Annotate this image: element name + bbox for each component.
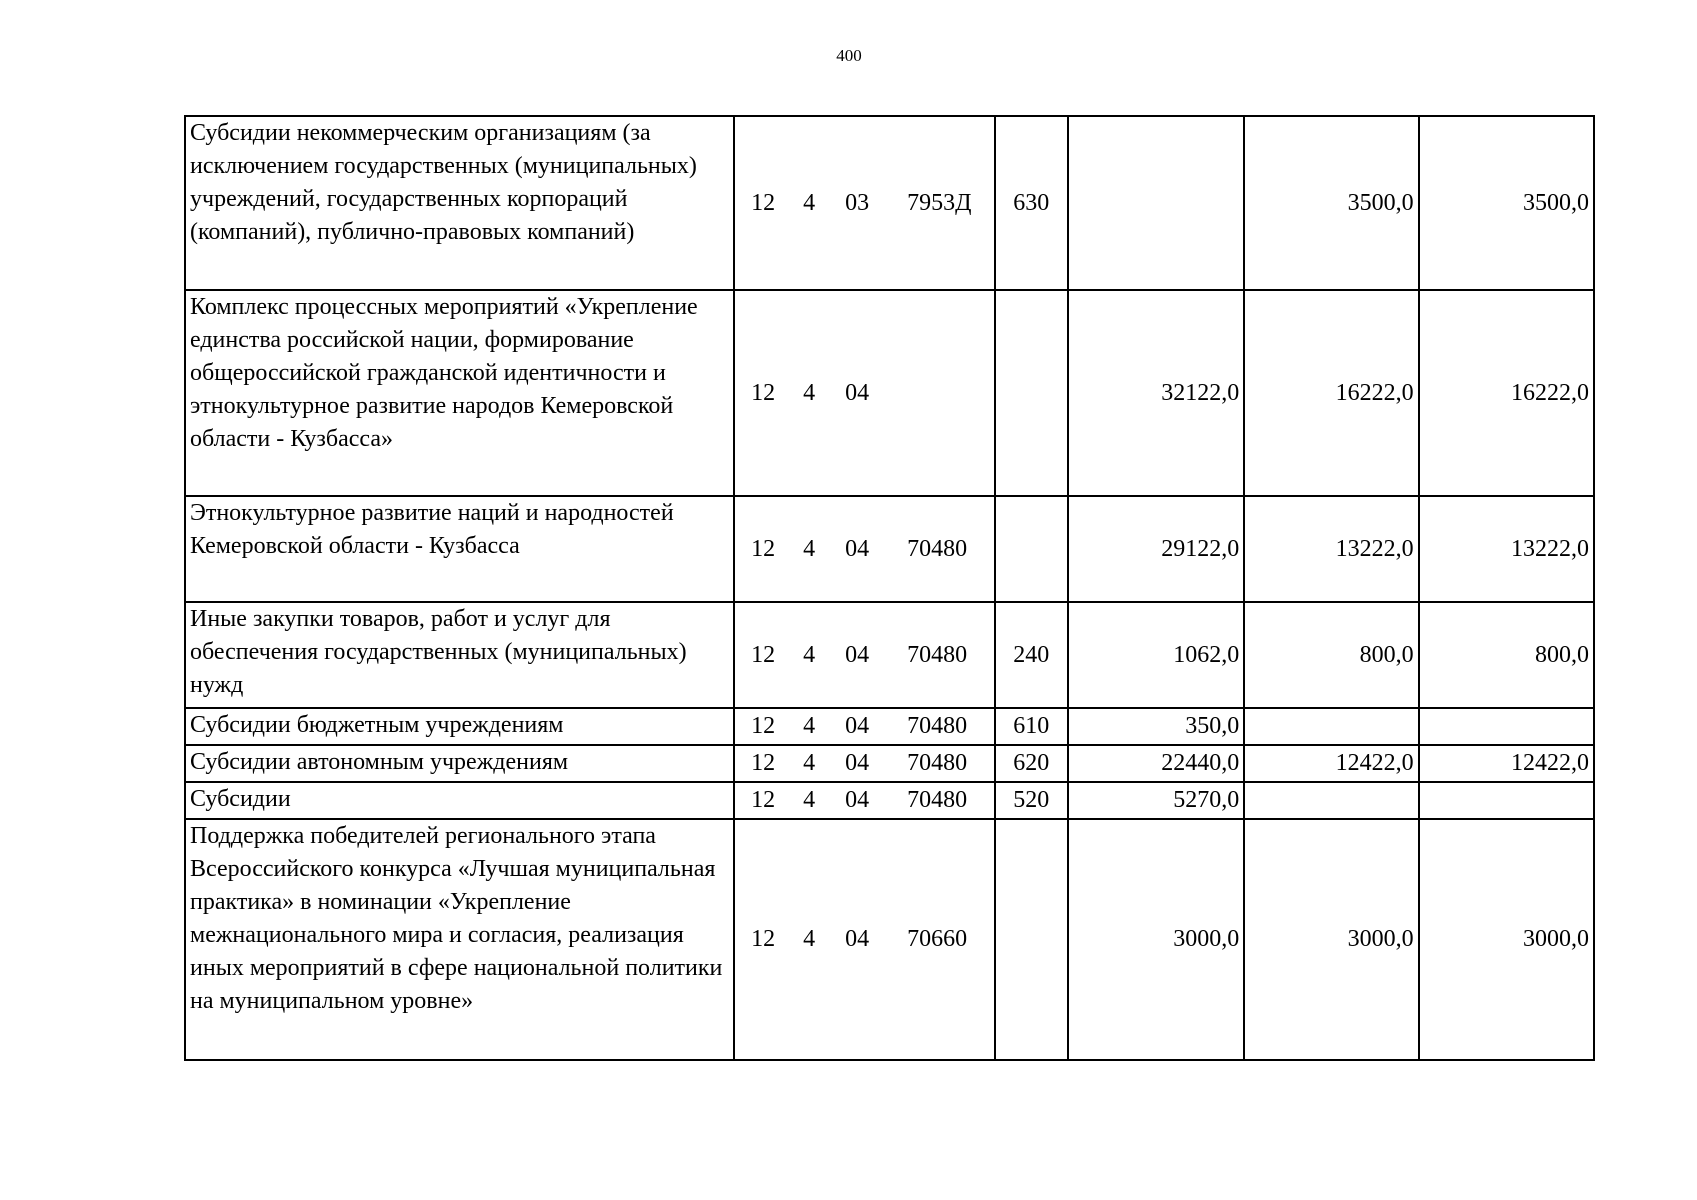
row-codes xyxy=(734,602,995,708)
row-name: Поддержка победителей регионального этапа Всероссийского конкурса «Лучшая муниципальная практика» в номинации «Укрепление межнационального мира и согласия, реализация иных мероприятий в сфере национальной политики на муниципальном уровне» xyxy=(185,819,734,1060)
row-name: Иные закупки товаров, работ и услуг для обеспечения государственных (муниципальных) нужд xyxy=(185,602,734,708)
row-name: Субсидии бюджетным учреждениям xyxy=(185,708,734,745)
code-program: 4 xyxy=(803,926,816,952)
code-section: 12 xyxy=(751,750,776,776)
code-program: 4 xyxy=(803,713,816,739)
code-program: 4 xyxy=(803,787,816,813)
sum-year-3: 16222,0 xyxy=(1419,290,1594,496)
sum-year-2: 13222,0 xyxy=(1244,496,1418,602)
code-direction: 70480 xyxy=(907,535,968,562)
sum-year-2: 3000,0 xyxy=(1244,819,1418,1060)
code-subprogram: 04 xyxy=(845,787,870,813)
sum-year-2 xyxy=(1244,708,1418,745)
sum-year-2: 3500,0 xyxy=(1244,116,1418,290)
expense-type: 240 xyxy=(995,602,1068,708)
code-program: 4 xyxy=(803,189,816,216)
code-direction: 7953Д xyxy=(907,189,972,216)
row-name: Субсидии автономным учреждениям xyxy=(185,745,734,782)
sum-year-2: 800,0 xyxy=(1244,602,1418,708)
expense-type: 610 xyxy=(995,708,1068,745)
sum-year-3: 13222,0 xyxy=(1419,496,1594,602)
code-subprogram: 04 xyxy=(845,535,870,562)
row-codes xyxy=(734,708,995,745)
table-row xyxy=(185,745,1594,782)
row-codes xyxy=(734,782,995,819)
code-direction: 70480 xyxy=(907,713,968,739)
code-direction: 70660 xyxy=(907,926,968,952)
code-section: 12 xyxy=(751,787,776,813)
sum-year-1: 350,0 xyxy=(1068,708,1244,745)
row-name: Этнокультурное развитие наций и народностей Кемеровской области - Кузбасса xyxy=(185,496,734,602)
row-codes xyxy=(734,290,995,496)
sum-year-1 xyxy=(1068,116,1244,290)
sum-year-3: 12422,0 xyxy=(1419,745,1594,782)
sum-year-1: 29122,0 xyxy=(1068,496,1244,602)
sum-year-3: 3500,0 xyxy=(1419,116,1594,290)
code-program: 4 xyxy=(803,750,816,776)
code-program: 4 xyxy=(803,641,816,668)
table-row xyxy=(185,116,1594,290)
expense-type xyxy=(995,496,1068,602)
budget-table xyxy=(184,115,1595,1061)
row-name: Субсидии некоммерческим организациям (за исключением государственных (муниципальных) учреждений, государственных корпораций (компаний), публично-правовых компаний) xyxy=(185,116,734,290)
row-codes xyxy=(734,819,995,1060)
table-row xyxy=(185,708,1594,745)
table-row xyxy=(185,290,1594,496)
sum-year-2: 12422,0 xyxy=(1244,745,1418,782)
sum-year-2 xyxy=(1244,782,1418,819)
code-direction: 70480 xyxy=(907,787,968,813)
code-subprogram: 04 xyxy=(845,750,870,776)
row-name: Субсидии xyxy=(185,782,734,819)
table-row xyxy=(185,496,1594,602)
sum-year-1: 22440,0 xyxy=(1068,745,1244,782)
code-subprogram: 04 xyxy=(845,926,870,952)
table-row xyxy=(185,602,1594,708)
table-row xyxy=(185,819,1594,1060)
code-section: 12 xyxy=(751,379,776,406)
page-number: 400 xyxy=(836,46,862,65)
sum-year-1: 32122,0 xyxy=(1068,290,1244,496)
code-program: 4 xyxy=(803,535,816,562)
sum-year-3 xyxy=(1419,708,1594,745)
table-row xyxy=(185,782,1594,819)
code-section: 12 xyxy=(751,535,776,562)
sum-year-3: 3000,0 xyxy=(1419,819,1594,1060)
row-codes xyxy=(734,116,995,290)
sum-year-3 xyxy=(1419,782,1594,819)
expense-type: 620 xyxy=(995,745,1068,782)
row-codes xyxy=(734,496,995,602)
expense-type xyxy=(995,290,1068,496)
code-subprogram: 03 xyxy=(845,189,870,216)
code-section: 12 xyxy=(751,926,776,952)
code-subprogram: 04 xyxy=(845,713,870,739)
row-name: Комплекс процессных мероприятий «Укрепление единства российской нации, формирование общероссийской гражданской идентичности и этнокультурное развитие народов Кемеровской области - Кузбасса» xyxy=(185,290,734,496)
expense-type xyxy=(995,819,1068,1060)
sum-year-1: 3000,0 xyxy=(1068,819,1244,1060)
code-section: 12 xyxy=(751,641,776,668)
code-program: 4 xyxy=(803,379,816,406)
code-subprogram: 04 xyxy=(845,641,870,668)
row-codes xyxy=(734,745,995,782)
sum-year-3: 800,0 xyxy=(1419,602,1594,708)
expense-type: 520 xyxy=(995,782,1068,819)
code-subprogram: 04 xyxy=(845,379,870,406)
sum-year-1: 5270,0 xyxy=(1068,782,1244,819)
sum-year-2: 16222,0 xyxy=(1244,290,1418,496)
code-section: 12 xyxy=(751,189,776,216)
code-direction: 70480 xyxy=(907,641,968,668)
code-direction: 70480 xyxy=(907,750,968,776)
code-section: 12 xyxy=(751,713,776,739)
sum-year-1: 1062,0 xyxy=(1068,602,1244,708)
expense-type: 630 xyxy=(995,116,1068,290)
